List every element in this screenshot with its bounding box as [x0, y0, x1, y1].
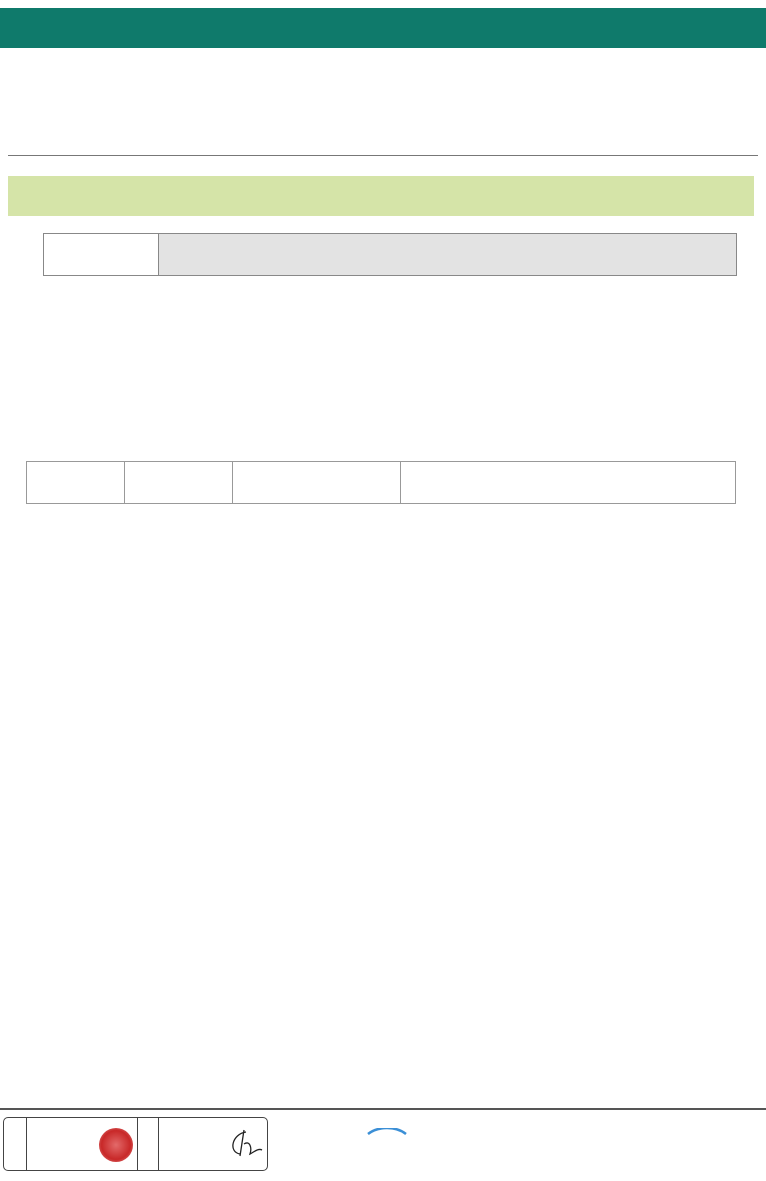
- reference-table: [26, 461, 736, 504]
- sml-logo: [366, 1128, 408, 1162]
- seal-stamp: [99, 1128, 133, 1162]
- header-intake: [233, 462, 401, 504]
- report-title: [0, 8, 766, 48]
- summary-box: [43, 233, 737, 276]
- sig-separator: [137, 1118, 138, 1170]
- header-mg: [125, 462, 233, 504]
- signature-mark: [226, 1126, 264, 1162]
- result-band: [8, 176, 754, 216]
- header-status: [401, 462, 736, 504]
- info-divider: [8, 155, 758, 156]
- sig-separator: [158, 1118, 159, 1170]
- sig-separator: [26, 1118, 27, 1170]
- signature-box: [3, 1117, 268, 1171]
- header-umol: [27, 462, 125, 504]
- summary-value: [159, 234, 736, 275]
- summary-label: [44, 234, 159, 275]
- age-label: [327, 93, 360, 113]
- footer-divider: [0, 1108, 766, 1110]
- age-field: [327, 93, 360, 113]
- table-header-row: [27, 462, 736, 504]
